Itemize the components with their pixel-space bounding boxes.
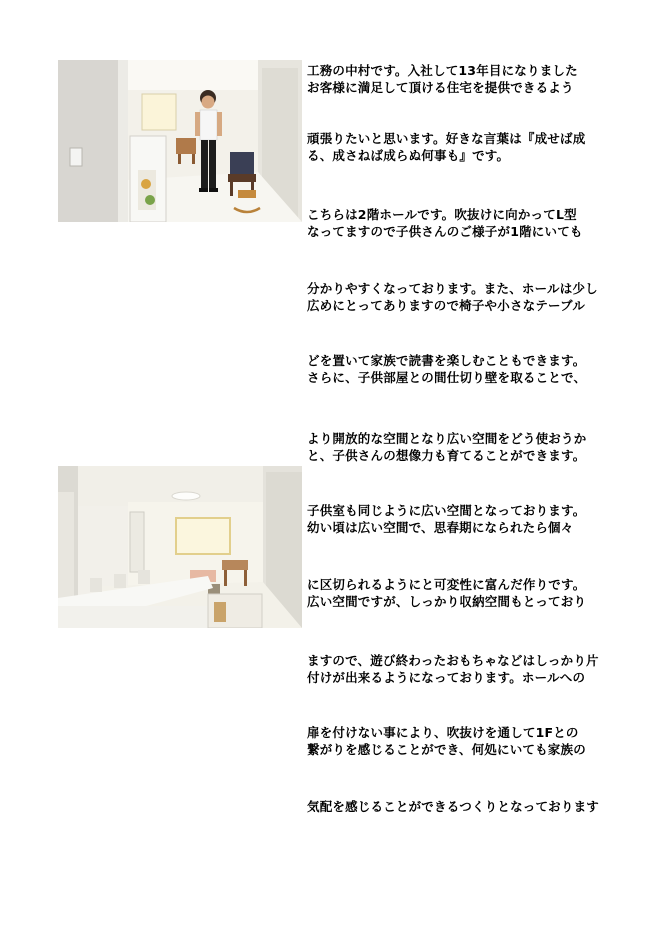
text-line: 付けが出来るようになっております。ホールへの [307,670,586,685]
paragraph-8 [307,576,610,610]
paragraph-5 [307,352,610,386]
text-line: 繋がりを感じることができ、何処にいても家族の [307,742,586,757]
text-line: 広めにとってありますので椅子や小さなテーブル [307,298,586,313]
paragraph-4 [307,280,610,314]
text-line: 気配を感じることができるつくりとなっております [307,799,599,814]
paragraph-6 [307,430,610,464]
paragraph-10 [307,724,610,758]
text-line: に区切られるようにと可変性に富んだ作りです。 [307,577,586,592]
text-line: る、成さねば成らぬ何事も』です。 [307,148,510,163]
paragraph-11 [307,798,610,815]
paragraph-7 [307,502,610,536]
paragraph-2 [307,130,610,164]
text-line: ますので、遊び終わったおもちゃなどはしっかり片 [307,653,599,668]
text-line: 工務の中村です。入社して13年目になりました [307,63,578,78]
text-line: と、子供さんの想像力も育てることができます。 [307,448,586,463]
body-text [307,62,610,822]
text-line: 幼い頃は広い空間で、思春期になられたら個々 [307,520,574,535]
text-line: 扉を付けない事により、吹抜けを通して1Fとの [307,725,579,740]
text-line: 分かりやすくなっております。また、ホールは少し [307,281,598,296]
text-line: 頑張りたいと思います。好きな言葉は『成せば成 [307,131,586,146]
text-line: こちらは2階ホールです。吹抜けに向かってL型 [307,207,577,222]
text-line: 広い空間ですが、しっかり収納空間もとっており [307,594,587,609]
paragraph-9 [307,652,610,686]
text-line: 子供室も同じように広い空間となっております。 [307,503,586,518]
text-line: より開放的な空間となり広い空間をどう使おうか [307,431,587,446]
text-line: さらに、子供部屋との間仕切り壁を取ることで、 [307,370,587,385]
photo-staff-in-hall [58,60,302,222]
text-line: どを置いて家族で読書を楽しむこともできます。 [307,353,586,368]
paragraph-3 [307,206,610,240]
photo-children-room [58,466,302,628]
text-line: お客様に満足して頂ける住宅を提供できるよう [307,80,574,95]
text-line: なってますので子供さんのご様子が1階にいても [307,224,583,239]
paragraph-1 [307,62,610,96]
